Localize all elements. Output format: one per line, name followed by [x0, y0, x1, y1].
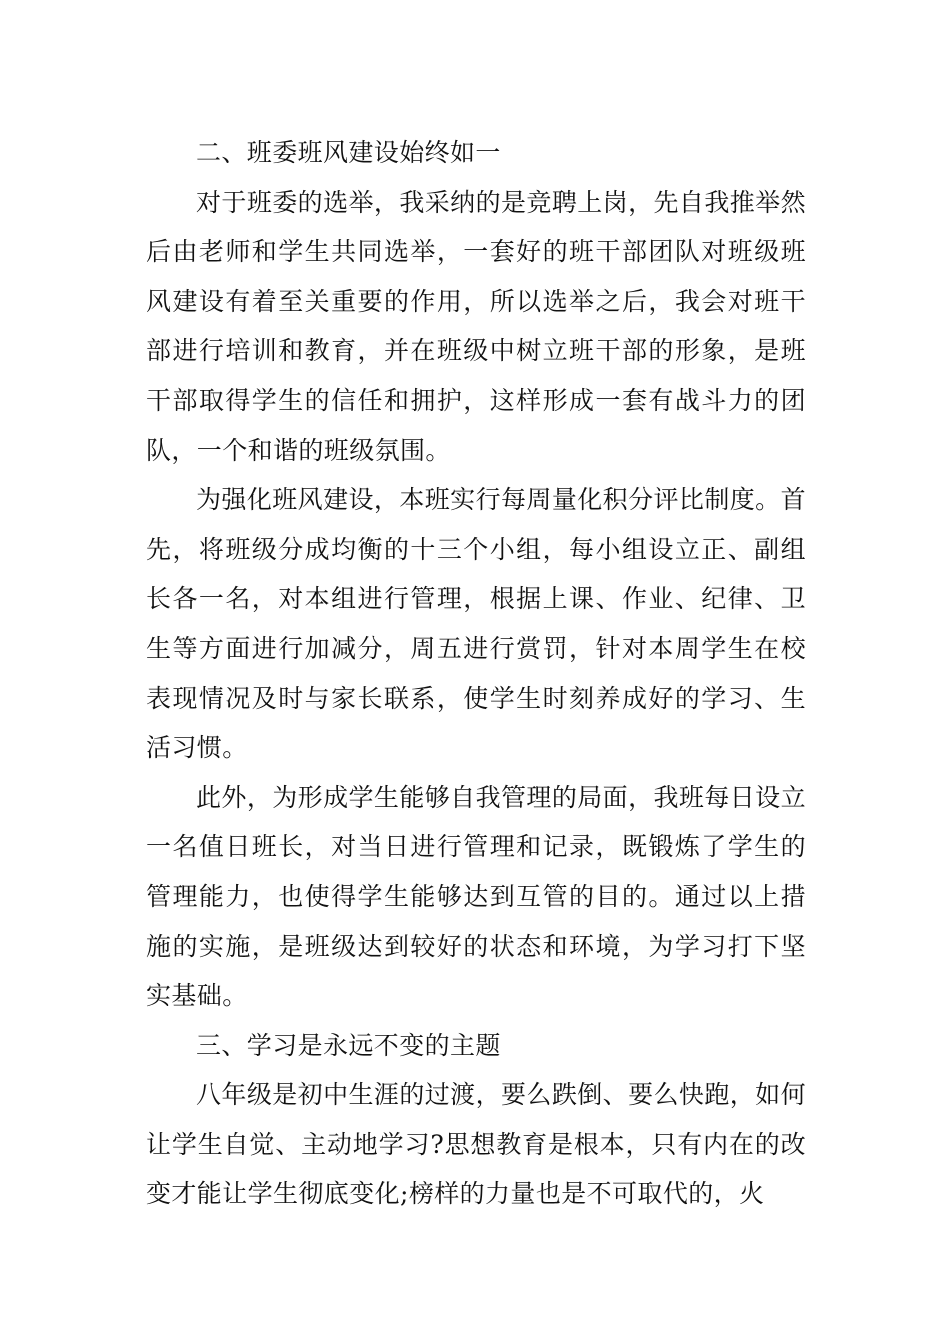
section-heading-2: 二、班委班风建设始终如一: [196, 138, 501, 167]
section-heading-3: 三、学习是永远不变的主题: [196, 1030, 501, 1060]
paragraph-grade-eight: 八年级是初中生涯的过渡，要么跌倒、要么快跑，如何让学生自觉、主动地学习?思想教育是根本，只有内在的改变才能让学生彻底变化;榜样的力量也是不可取代的，火: [146, 1080, 806, 1209]
document-body: [146, 128, 806, 1219]
paragraph-weekly-scoring: 为强化班风建设，本班实行每周量化积分评比制度。首先，将班级分成均衡的十三个小组，每小组设立正、副组长各一名，对本组进行管理，根据上课、作业、纪律、卫生等方面进行加减分，周五进行赏罚，针对本周学生在校表现情况及时与家长联系，使学生时刻养成好的学习、生活习惯。: [146, 485, 806, 763]
paragraph-class-committee-election: 对于班委的选举，我采纳的是竞聘上岗，先自我推举然后由老师和学生共同选举，一套好的班干部团队对班级班风建设有着至关重要的作用，所以选举之后，我会对班干部进行培训和教育，并在班级中树立班干部的形象，是班干部取得学生的信任和拥护，这样形成一套有战斗力的团队，一个和谐的班级氛围。: [146, 187, 806, 465]
paragraph-duty-monitor: 此外，为形成学生能够自我管理的局面，我班每日设立一名值日班长，对当日进行管理和记录，既锻炼了学生的管理能力，也使得学生能够达到互管的目的。通过以上措施的实施，是班级达到较好的状态和环境，为学习打下坚实基础。: [146, 782, 806, 1011]
